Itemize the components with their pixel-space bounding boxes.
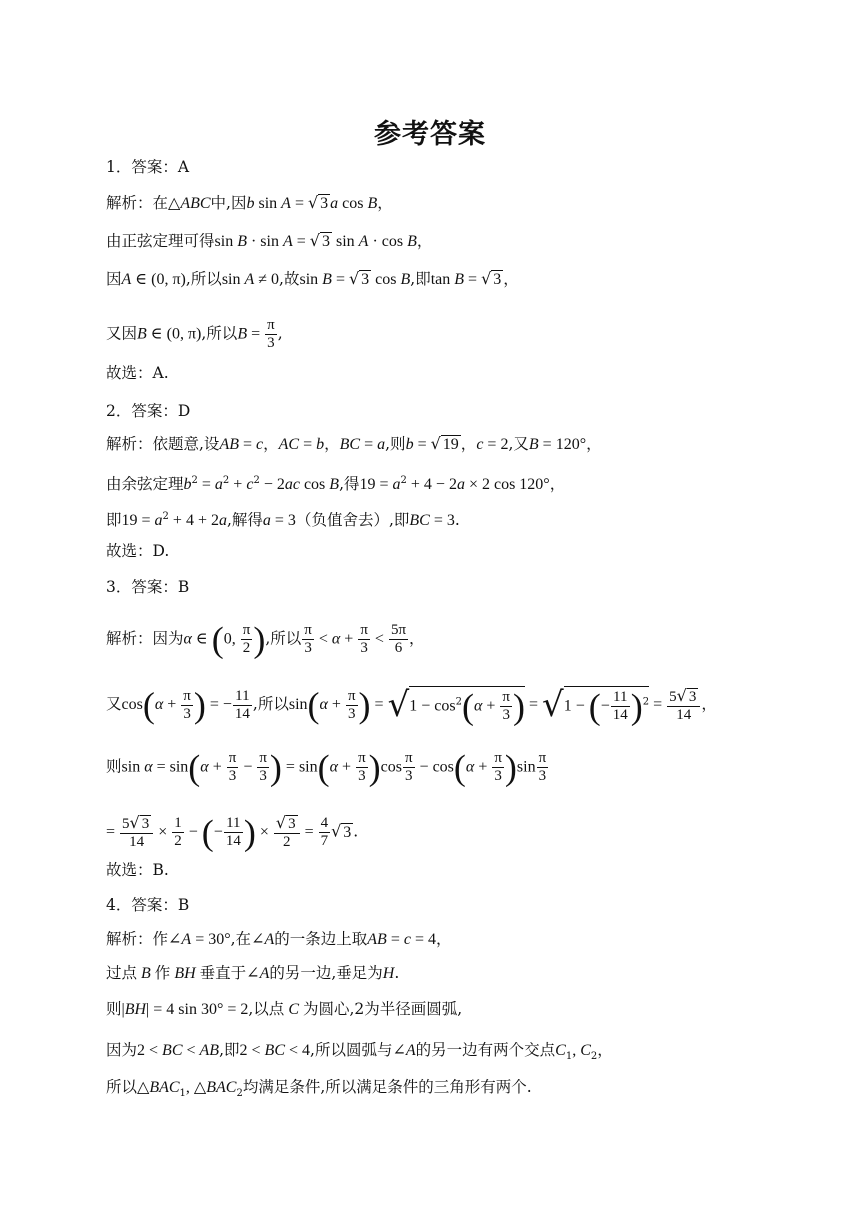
q3-line2: 又cos(α + $\frac{\pi}{3}$ ) = − $\frac{11}{14}$ ,所以sin(α + $\frac{\pi}{3}$ ) = $√1 - \cos^2(\alpha$ + $\frac{\pi}{3}$ ) = √1 − (− $\frac{11}{14}$ )$^2$ = $\frac{5√ 3}{14}$ ， xyxy=(106,685,717,727)
q3-line3: 则sin α = sin(α + $\frac{\pi}{3}$ − $\frac{\pi}{3}$ ) = sin(α + $\frac{\pi}{3}$ )cos $\frac{\pi}{3}$ − cos(α + $\frac{\pi}{3}$ )sin $\frac{\pi}{3}$ xyxy=(106,747,547,788)
q3-answer: 3．答案：B xyxy=(106,578,190,596)
q2-answer: 2．答案：D xyxy=(106,402,191,420)
q2-line1: 解析：依题意,设AB = c，AC = b，BC = a,则b = √ 19 ，c = 2,又B = 120°， xyxy=(106,434,602,453)
q1-line2: 由正弦定理可得sin B · sin A = √ 3 sin A · cos B， xyxy=(106,231,433,250)
q4-answer: 4．答案：B xyxy=(106,896,190,914)
q3-select: 故选：B. xyxy=(106,861,169,879)
page-title: 参考答案 xyxy=(374,119,486,150)
q1-answer: 1．答案：A xyxy=(106,158,190,176)
q2-line2: 由余弦定理$b^2 = a^2 + c^2 - 2ac$ cos B,得$19 = a^2 + 4 - 2a \times 2$ cos 120°， xyxy=(106,475,566,494)
q4-line5: 所以$\triangle BAC_1$, $\triangle BAC_2$均满足条件,所以满足条件的三角形有两个. xyxy=(106,1078,532,1100)
q4-line1: 解析：作∠A = 30°,在∠A的一条边上取AB = c = 4， xyxy=(106,930,452,948)
q2-select: 故选：D. xyxy=(106,542,170,560)
q3-line1: 解析：因为α ∈ (0, $\frac{\pi}{2}$ ),所以 $\frac{\pi}{3}$ < α + $\frac{\pi}{3}$ < $\frac{5\pi}{6}$ ， xyxy=(106,619,425,660)
q1-line3: 因A ∈ (0, π),所以sin A ≠ 0,故sin B = √ 3 cos B,即tan B = √ 3 ， xyxy=(106,269,519,288)
q4-line3: 则|BH| = 4 sin 30° = 2,以点 C 为圆心,2为半径画圆弧, xyxy=(106,1000,463,1018)
q1-line4: 又因B ∈ (0, π),所以B = $\frac{\pi}{3}$ , xyxy=(106,317,283,351)
q3-line4: = $\frac{5√ 3}{14}$ × $\frac{1}{2}$ − (− $\frac{11}{14}$ ) × $\frac{√ 3}{2}$ = $\frac{4}{7}$ √ 3 . xyxy=(106,812,359,853)
q1-select: 故选：A. xyxy=(106,364,169,382)
q2-line3: 即$19 = a^2 + 4 + 2a$,解得a = 3（负值舍去）,即BC = 3. xyxy=(106,511,460,530)
q4-line2: 过点 B 作 BH 垂直于∠A的另一边,垂足为H. xyxy=(106,964,400,982)
q1-line1: 解析：在△ABC中,因b sin A = √ 3 a cos B， xyxy=(106,193,393,212)
q4-line4: 因为2 < BC < AB,即2 < BC < 4,所以圆弧与∠A的另一边有两个交点$C_1$, $C_2$， xyxy=(106,1041,613,1063)
